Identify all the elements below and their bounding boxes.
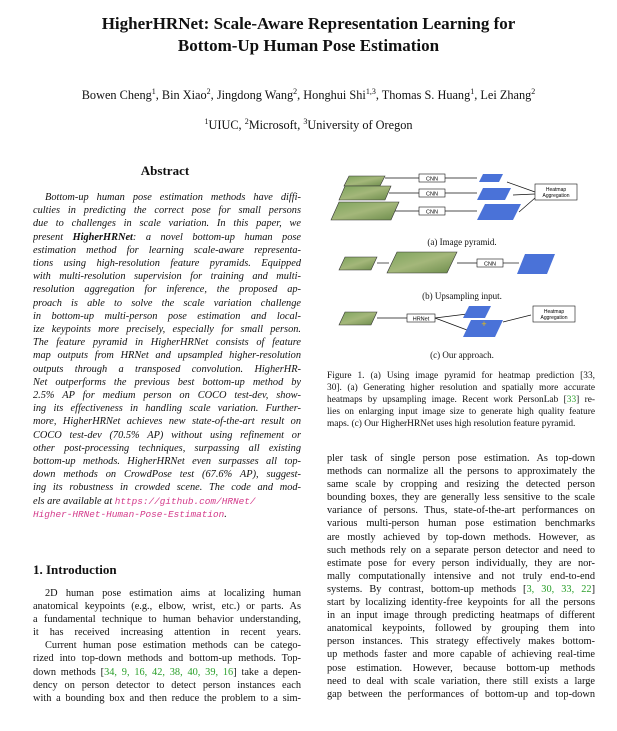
- abstract-line: ing its effectiveness in handling scale variation. Further-: [33, 403, 301, 415]
- intro-left-line: rized into top-down methods and bottom-up methods. Top-: [33, 653, 301, 665]
- caption-line: Figure 1. (a) Using image pyramid for heatmap prediction [33,: [327, 371, 595, 381]
- affil-name: UIUC: [208, 118, 239, 133]
- intro-left-line: with a bounding box and then reduce the problem to a sim-: [33, 692, 301, 704]
- upsample-input-small: [339, 257, 377, 270]
- cnn-label-1: CNN: [426, 176, 438, 183]
- intro-left-line: dency on person detector to detect person instances each: [33, 679, 301, 691]
- author-name: Honghui Shi: [303, 88, 366, 103]
- abstract-line: ing its robustness in crowded scene. The code and mod-: [33, 482, 301, 494]
- author-affil-sup: 1: [151, 87, 156, 96]
- caption-line: lies on enlarging input image size to generate high quality feature: [327, 407, 595, 418]
- intro-right-line: need to deal with scale variation, there still exists a large: [327, 675, 595, 687]
- abstract-heading: Abstract: [140, 163, 190, 178]
- intro-right-line: bounding boxes, they are generally less sensitive to the scale: [327, 492, 595, 504]
- pyramid-image-small: [344, 176, 385, 186]
- code-url-part1[interactable]: https://github.com/HRNet/: [114, 495, 256, 507]
- figure-caption: [327, 370, 595, 430]
- heatmap-small: [479, 174, 503, 182]
- affil-name: University of Oregon: [307, 118, 413, 133]
- intro-right-line: such methods rely on a separate person detector and need to: [327, 544, 595, 556]
- heatmap-large: [477, 204, 521, 220]
- author-name: Bowen Cheng: [81, 88, 152, 103]
- heatmap-agg-label-a2: Aggregation: [542, 193, 570, 199]
- introduction-right-column: [327, 452, 595, 701]
- intro-right-line: anatomical keypoints, followed by grouping them into: [327, 623, 595, 635]
- intro-right-line: estimate pose for every person individually, they are nor-: [327, 557, 595, 569]
- subcaption-b: (b) Upsampling input.: [422, 291, 502, 301]
- abstract-line: due to challenges in scale variation. In this paper, we: [33, 218, 301, 230]
- paper-title: [0, 13, 617, 57]
- subcaption-a: (a) Image pyramid.: [427, 237, 497, 247]
- caption-line: maps. (c) Our HigherHRNet uses high resolution feature pyramid.: [327, 419, 576, 430]
- intro-right-line: pose estimation. However, because bottom-up methods: [327, 662, 595, 674]
- abstract-line: bottom-up methods. HigherHRNet even surpasses all top-: [33, 456, 301, 468]
- intro-left-line: anatomical keypoints (e.g., elbow, wrist, etc.) or parts. As: [33, 601, 301, 613]
- intro-right-line: mally computationally intensive and not truly end-to-end: [327, 570, 595, 582]
- intro-right-line: person instances. This strategy effectively makes bottom-: [327, 636, 595, 648]
- heatmap-agg-label-c1: Heatmap: [543, 309, 565, 315]
- author-affil-sup: 2: [531, 87, 536, 96]
- citation-ref[interactable]: 34, 9, 16, 42, 38, 40, 39, 16: [104, 666, 234, 678]
- cnn-label-2: CNN: [426, 191, 438, 198]
- author-name: Jingdong Wang: [216, 88, 294, 103]
- heatmap-b: [517, 254, 555, 274]
- abstract-line: 2.5% AP for medium person on COCO test-dev, show-: [33, 390, 301, 402]
- affil-name: Microsoft: [248, 118, 298, 133]
- cnn-label-b: CNN: [484, 261, 496, 268]
- author-affil-sup: 2: [206, 87, 211, 96]
- intro-left-line: a fundamental technique to human behavior understanding,: [33, 614, 301, 626]
- abstract-line: resolution aggregation for inference, the proposed ap-: [33, 284, 301, 296]
- abstract-line: map outputs from HRNet and upsampled higher-resolution: [33, 350, 301, 362]
- abstract-line: other post-processing techniques, surpassing all existing: [33, 442, 301, 454]
- heatmap-agg-label-c2: Aggregation: [540, 315, 568, 321]
- abstract-body: [33, 191, 301, 521]
- figure-1: [327, 162, 597, 367]
- title-line-1: HigherHRNet: Scale-Aware Representation Learning for: [101, 14, 516, 33]
- abstract-line: COCO test-dev (70.5% AP) without using refinement or: [33, 429, 301, 441]
- caption-line: 30]. (a) Generating higher resolution and spatially more accurate: [327, 383, 595, 394]
- heatmap-agg-label-a1: Heatmap: [545, 187, 567, 193]
- abstract-line: culties in predicting the correct pose for small persons: [33, 205, 301, 217]
- code-url-part2[interactable]: Higher-HRNet-Human-Pose-Estimation: [33, 508, 225, 520]
- intro-right-line: various multi-person human pose estimation benchmarks: [327, 518, 595, 530]
- abstract-line: Net outperforms the previous best bottom-up method by: [33, 376, 301, 388]
- upsampling-images: [339, 252, 457, 273]
- abstract-line: with multi-resolution supervision for training and multi-: [33, 271, 301, 283]
- upsample-plus-icon: +: [481, 319, 487, 329]
- author-affil-sup: 1: [470, 87, 475, 96]
- pyramid-cnn-boxes: [419, 174, 445, 216]
- intro-right-line: same scale by cropping and resizing the detected person: [327, 479, 595, 491]
- author-name: Thomas S. Huang: [381, 88, 471, 103]
- abstract-line: in bottom-up multi-person pose estimation and local-: [33, 310, 301, 322]
- intro-right-line: variance of persons. Thus, state-of-the-art performances on: [327, 505, 595, 517]
- pyramid-image-large: [331, 202, 399, 220]
- abstract-line: estimation method for learning scale-aware representa-: [33, 244, 301, 256]
- our-approach-arrows: [377, 314, 531, 330]
- abstract-line: outputs through a transposed convolution. HigherHR-: [33, 363, 301, 375]
- abstract-line: proach is able to solve the scale variation challenge: [33, 297, 301, 309]
- title-line-2: Bottom-Up Human Pose Estimation: [177, 36, 440, 55]
- intro-right-line: systems. By contrast, bottom-up methods [3, 30, 33, 22]: [327, 583, 595, 595]
- pyramid-heatmaps: [477, 174, 521, 220]
- abstract-line: Higher-HRNet-Human-Pose-Estimation.: [33, 508, 227, 520]
- abstract-line: more, HigherHRNet achieves new state-of-the-art result on: [33, 416, 301, 428]
- intro-right-line: in an input image through predicting heatmaps of different: [327, 610, 595, 622]
- intro-right-line: start by localizing identity-free keypoints for all the persons: [327, 597, 595, 609]
- author-affil-sup: 1,3: [365, 87, 376, 96]
- abstract-line: ize keypoints more precisely, especially for small person.: [33, 324, 301, 336]
- author-list: Bowen Cheng$^1$, Bin Xiao$^2$, Jingdong Wang$^2$, Honghui Shi$^{1,3}$, Thomas S. Huang$^1$, Lei Zhang$^2$: [81, 87, 536, 103]
- abstract-line: down methods on CrowdPose test (67.6% AP), suggest-: [33, 469, 301, 481]
- affil-sup: 3: [303, 117, 308, 126]
- caption-line: heatmaps by upsampling image. Recent work PersonLab [33] re-: [327, 395, 595, 406]
- hrnet-label: HRNet: [412, 316, 430, 323]
- affil-sup: 2: [244, 117, 249, 126]
- introduction-heading: 1. Introduction: [33, 562, 117, 577]
- heatmap-c-small: [463, 306, 491, 318]
- cnn-label-3: CNN: [426, 209, 438, 216]
- author-name: Bin Xiao: [161, 88, 207, 103]
- intro-left-line: down methods [34, 9, 16, 42, 38, 40, 39, 16] take a depen-: [33, 666, 301, 678]
- citation-ref[interactable]: 33: [566, 395, 577, 406]
- abstract-line: The feature pyramid in HigherHRNet consists of feature: [33, 337, 301, 349]
- intro-right-line: methods can normalize all the persons to approximately the: [327, 466, 595, 478]
- heatmap-medium: [477, 188, 511, 200]
- abstract-line: Bottom-up human pose estimation methods have diffi-: [45, 192, 301, 203]
- our-approach-input: [339, 312, 377, 325]
- affil-sup: 1: [204, 117, 209, 126]
- intro-left-line: 2D human pose estimation aims at localizing human: [45, 588, 301, 599]
- pyramid-images: [331, 176, 399, 220]
- intro-right-line: gap between the performances of bottom-up and top-down: [327, 688, 595, 700]
- author-affil-sup: 2: [293, 87, 298, 96]
- intro-left-line: it has received increasing attention in recent years.: [33, 627, 301, 639]
- intro-left-line: Current human pose estimation methods can be catego-: [45, 640, 301, 652]
- intro-right-line: are mostly achieved by top-down methods. However, as: [327, 531, 595, 543]
- abstract-line: els are available at https://github.com/HRNet/: [33, 495, 256, 507]
- pyramid-image-medium: [339, 186, 391, 200]
- upsample-input-large: [387, 252, 457, 273]
- author-name: Lei Zhang: [480, 88, 532, 103]
- abstract-method-name: HigherHRNet: [72, 231, 133, 243]
- affiliation-list: $^1$UIUC, $^2$Microsoft, $^3$University of Oregon: [204, 117, 413, 133]
- citation-ref[interactable]: 3, 30, 33, 22: [526, 583, 592, 595]
- intro-right-line: pler task of single person pose estimation. As top-down: [327, 453, 595, 464]
- introduction-left-column: [33, 587, 301, 705]
- abstract-line: tions using high-resolution feature pyramids. Equipped: [33, 258, 301, 270]
- intro-right-line: up methods faster and more capable of achieving real-time: [327, 649, 595, 661]
- subcaption-c: (c) Our approach.: [430, 350, 494, 360]
- abstract-line: present HigherHRNet: a novel bottom-up human pose: [33, 231, 301, 243]
